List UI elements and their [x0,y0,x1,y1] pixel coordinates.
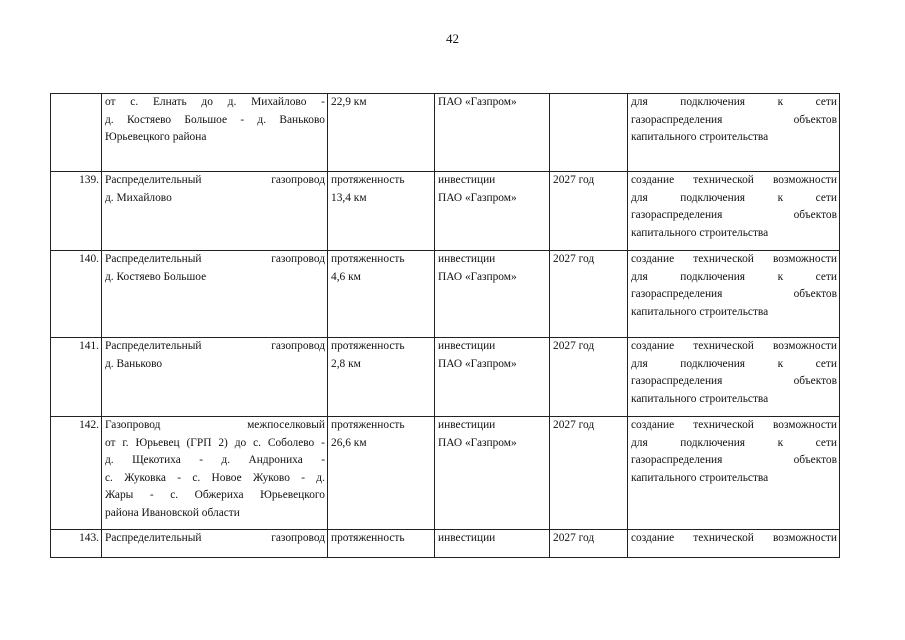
funding-source-line: инвестиции [438,419,496,431]
funding-source-cell [435,530,550,558]
object-name-line: д. Костяево Большое [105,270,207,283]
object-name-line: с. Жуковка - с. Новое Жуково - д. [105,471,325,484]
object-name-cell [102,94,328,172]
funding-source-cell [435,94,550,172]
funding-source-cell [435,338,550,417]
purpose-line: создание технической возможности [631,253,837,265]
purpose-line: капитального строительства [631,226,769,239]
parameters-cell [328,417,435,530]
year-cell: 2027 год [550,251,628,338]
object-name-line: Распределительный газопровод [105,253,325,265]
purpose-cell [628,417,840,530]
purpose-line: газораспределения объектов [631,209,837,222]
investment-table [50,93,840,558]
object-name-line: Юрьевецкого района [105,131,207,144]
funding-source-line: ПАО «Газпром» [438,270,517,283]
parameters-line: протяженность [331,419,405,431]
year-cell [550,94,628,172]
parameters-line: 26,6 км [331,436,367,449]
table-body [51,94,840,558]
purpose-line: создание технической возможности [631,532,837,544]
row-number: 141. [51,338,102,417]
object-name-line: Распределительный газопровод [105,532,325,544]
purpose-line: создание технической возможности [631,174,837,186]
year-cell: 2027 год [550,338,628,417]
parameters-cell [328,251,435,338]
funding-source-line: ПАО «Газпром» [438,436,517,449]
funding-source-cell [435,251,550,338]
parameters-cell [328,530,435,558]
parameters-line: 13,4 км [331,191,367,204]
table-row [51,172,840,251]
parameters-line: протяженность [331,532,405,544]
table-row [51,530,840,558]
funding-source-line: инвестиции [438,532,496,544]
parameters-line: 4,6 км [331,270,361,283]
object-name-line: района Ивановской области [105,506,240,519]
purpose-line: капитального строительства [631,471,769,484]
object-name-line: Жары - с. Обжериха Юрьевецкого [105,489,325,502]
purpose-cell [628,94,840,172]
purpose-line: для подключения к сети [631,191,837,204]
purpose-line: капитального строительства [631,392,769,405]
purpose-line: капитального строительства [631,131,769,144]
object-name-cell [102,417,328,530]
purpose-line: для подключения к сети [631,357,837,370]
row-number: 142. [51,417,102,530]
table-row [51,251,840,338]
parameters-line: протяженность [331,174,405,186]
object-name-cell [102,251,328,338]
purpose-line: капитального строительства [631,305,769,318]
funding-source-line: ПАО «Газпром» [438,357,517,370]
year-cell: 2027 год [550,530,628,558]
funding-source-line: инвестиции [438,174,496,186]
parameters-line: протяженность [331,340,405,352]
funding-source-line: инвестиции [438,340,496,352]
row-number: 140. [51,251,102,338]
purpose-cell [628,172,840,251]
row-number: 143. [51,530,102,558]
object-name-line: Распределительный газопровод [105,174,325,186]
object-name-line: от г. Юрьевец (ГРП 2) до с. Соболево - [105,436,325,449]
parameters-cell [328,94,435,172]
funding-source-cell [435,172,550,251]
purpose-line: газораспределения объектов [631,113,837,126]
purpose-cell [628,251,840,338]
table-row [51,417,840,530]
funding-source-line: инвестиции [438,253,496,265]
row-number: 139. [51,172,102,251]
object-name-line: Распределительный газопровод [105,340,325,352]
parameters-cell [328,172,435,251]
funding-source-line: ПАО «Газпром» [438,96,517,108]
object-name-line: д. Ваньково [105,357,163,370]
object-name-line: от с. Елнать до д. Михайлово - [105,96,325,108]
object-name-line: Газопровод межпоселковый [105,419,325,431]
table-row [51,338,840,417]
page-number: 42 [446,31,459,46]
year-cell: 2027 год [550,417,628,530]
purpose-line: создание технической возможности [631,419,837,431]
object-name-line: д. Михайлово [105,191,172,204]
table-row [51,94,840,172]
purpose-line: создание технической возможности [631,340,837,352]
purpose-cell [628,338,840,417]
object-name-line: д. Щекотиха - д. Андрониха - [105,454,325,467]
object-name-cell [102,172,328,251]
funding-source-cell [435,417,550,530]
parameters-line: 2,8 км [331,357,361,370]
row-number [51,94,102,172]
parameters-cell [328,338,435,417]
purpose-line: для подключения к сети [631,96,837,108]
purpose-cell [628,530,840,558]
purpose-line: газораспределения объектов [631,375,837,388]
parameters-line: 22,9 км [331,96,367,108]
purpose-line: для подключения к сети [631,270,837,283]
object-name-cell [102,338,328,417]
object-name-line: д. Костяево Большое - д. Ваньково [105,113,325,126]
object-name-cell [102,530,328,558]
purpose-line: для подключения к сети [631,436,837,449]
year-cell: 2027 год [550,172,628,251]
purpose-line: газораспределения объектов [631,454,837,467]
funding-source-line: ПАО «Газпром» [438,191,517,204]
parameters-line: протяженность [331,253,405,265]
purpose-line: газораспределения объектов [631,288,837,301]
